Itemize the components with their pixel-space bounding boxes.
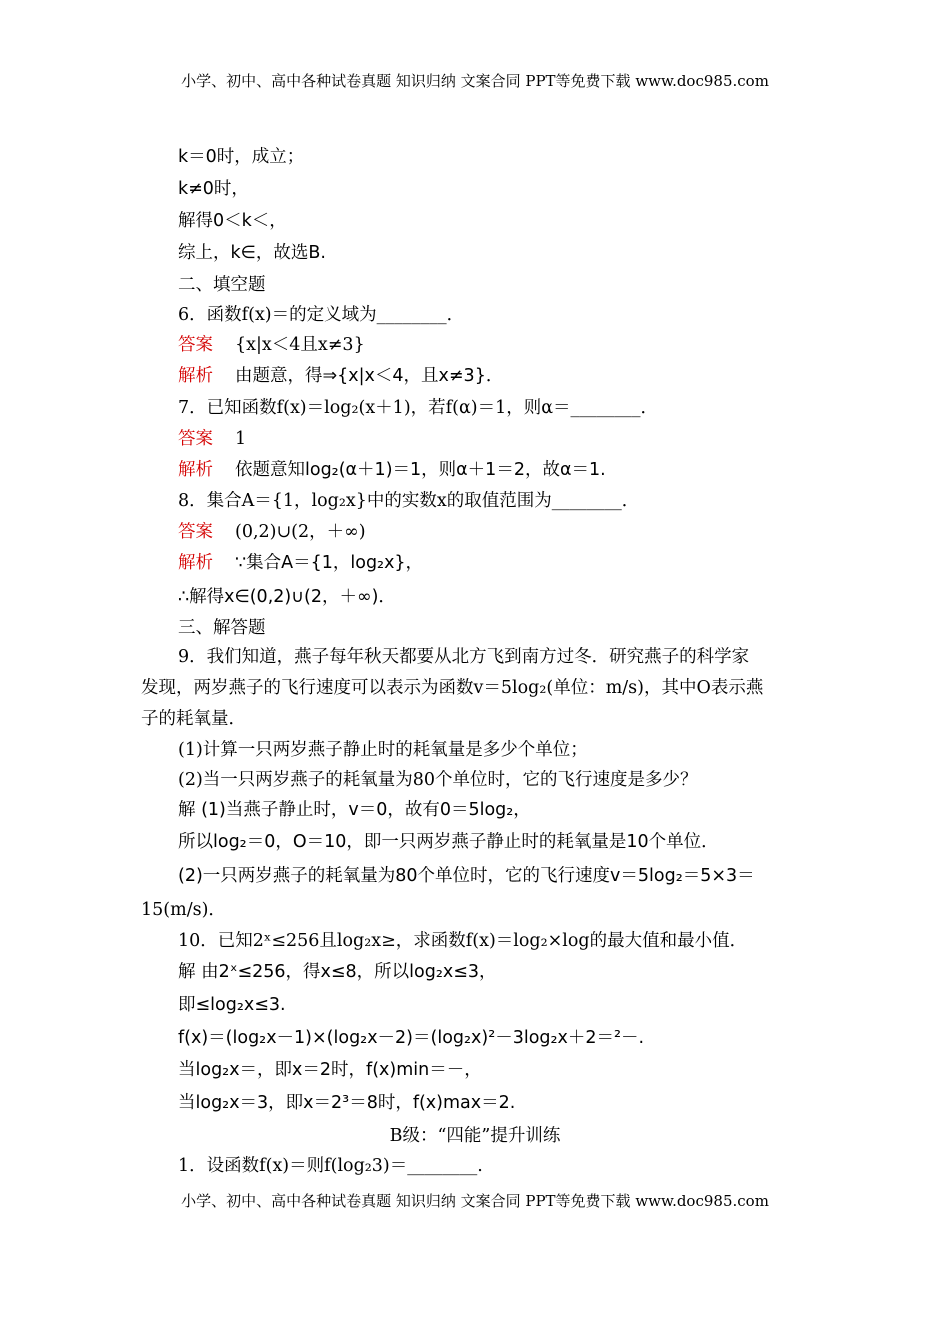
solution-line: 15(m/s)． — [141, 900, 226, 920]
question-6: 6．函数f(x)＝的定义域为________． — [178, 305, 465, 325]
answer-tag: 答案 — [178, 522, 213, 542]
text-line: k≠0时， — [178, 179, 249, 199]
section-heading-b: B级：“四能”提升训练 — [389, 1126, 561, 1146]
solution-line: 解 由2ˣ≤256，得x≤8，所以log₂x≤3， — [178, 962, 497, 982]
question-7: 7．已知函数f(x)＝log₂(x＋1)，若f(α)＝1，则α＝________． — [178, 398, 659, 418]
analysis-line — [178, 364, 503, 388]
solution-line: 所以log₂＝0，O＝10，即一只两岁燕子静止时的耗氧量是10个单位． — [178, 832, 719, 852]
analysis-text: 依题意知log₂(α＋1)＝1，则α＋1＝2，故α＝1. — [235, 460, 606, 480]
answer-text: {x|x＜4且x≠3} — [235, 335, 365, 355]
answer-line — [178, 520, 366, 544]
text-line: 子的耗氧量． — [141, 709, 246, 729]
solution-line: f(x)＝(log₂x－1)×(log₂x－2)＝(log₂x)²－3log₂x＋2＝²－. — [178, 1028, 645, 1048]
answer-tag: 答案 — [178, 429, 213, 449]
question-10: 10．已知2ˣ≤256且log₂x≥，求函数f(x)＝log₂×log的最大值和最小值． — [178, 931, 748, 951]
analysis-tag: 解析 — [178, 366, 213, 386]
solution-line: 解 (1)当燕子静止时，v＝0，故有0＝5log₂， — [178, 800, 531, 820]
solution-line: (2)一只两岁燕子的耗氧量为80个单位时，它的飞行速度v＝5log₂＝5×3＝ — [178, 866, 755, 886]
answer-line — [178, 427, 246, 451]
question-9: 9．我们知道，燕子每年秋天都要从北方飞到南方过冬．研究燕子的科学家 — [178, 647, 750, 667]
text-line: 解得0＜k＜， — [178, 211, 287, 231]
analysis-tag: 解析 — [178, 553, 213, 573]
text-line: (1)计算一只两岁燕子静止时的耗氧量是多少个单位； — [178, 740, 588, 760]
solution-line: 即≤log₂x≤3. — [178, 995, 286, 1015]
solution-line: 当log₂x＝，即x＝2时，f(x)min＝－， — [178, 1060, 482, 1080]
text-line: 发现，两岁燕子的飞行速度可以表示为函数v＝5log₂(单位：m/s)，其中O表示燕 — [141, 678, 764, 698]
analysis-line — [178, 458, 606, 482]
text-line: k＝0时，成立； — [178, 147, 305, 167]
text-line: 综上，k∈，故选B. — [178, 243, 326, 263]
text-line: (2)当一只两岁燕子的耗氧量为80个单位时，它的飞行速度是多少？ — [178, 770, 698, 790]
answer-text: (0,2)∪(2，＋∞) — [235, 522, 366, 542]
text-line: ∴解得x∈(0,2)∪(2，＋∞)． — [178, 587, 396, 607]
analysis-line — [178, 551, 423, 575]
page-footer: 小学、初中、高中各种试卷真题 知识归纳 文案合同 PPT等免费下载 www.doc985.com — [181, 1192, 769, 1210]
analysis-text: ∵集合A＝{1，log₂x}， — [235, 553, 424, 573]
section-heading: 二、填空题 — [178, 275, 266, 295]
answer-text: 1 — [235, 429, 247, 449]
question-8: 8．集合A＝{1，log₂x}中的实数x的取值范围为________． — [178, 491, 640, 511]
section-heading: 三、解答题 — [178, 618, 266, 638]
page-header: 小学、初中、高中各种试卷真题 知识归纳 文案合同 PPT等免费下载 www.doc985.com — [181, 72, 769, 90]
analysis-tag: 解析 — [178, 460, 213, 480]
answer-tag: 答案 — [178, 335, 213, 355]
solution-line: 当log₂x＝3，即x＝2³＝8时，f(x)max＝2. — [178, 1093, 516, 1113]
question-b1: 1．设函数f(x)＝则f(log₂3)＝________. — [178, 1156, 483, 1176]
analysis-text: 由题意，得⇒{x|x＜4，且x≠3}． — [235, 366, 504, 386]
answer-line — [178, 333, 365, 357]
